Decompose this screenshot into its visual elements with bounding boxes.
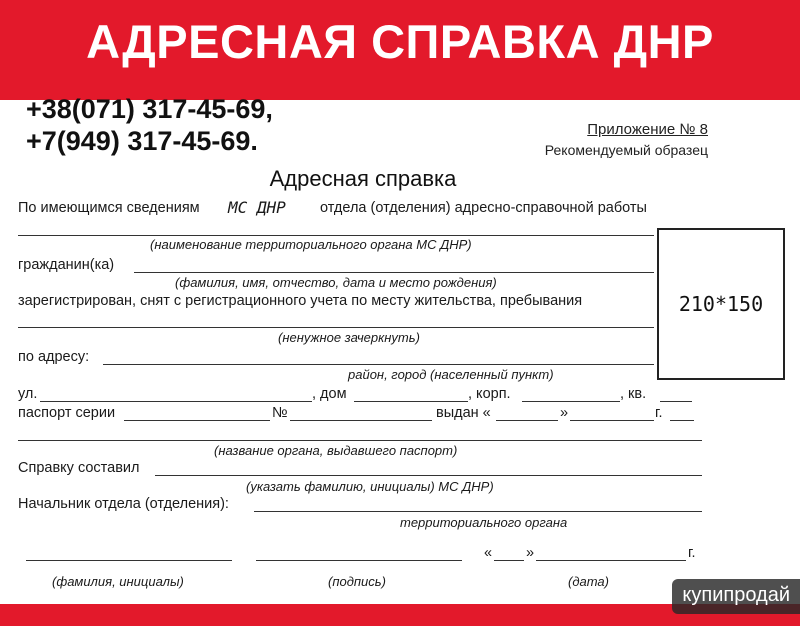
annex-number: Приложение № 8 bbox=[587, 121, 708, 138]
house-line bbox=[354, 401, 468, 402]
passport-series-label: паспорт серии bbox=[18, 405, 116, 421]
date-close-quote: » bbox=[526, 545, 535, 561]
annex-note bbox=[545, 120, 708, 160]
citizen-label: гражданин(ка) bbox=[18, 257, 115, 273]
address-label: по адресу: bbox=[18, 349, 90, 365]
header-banner bbox=[0, 0, 800, 100]
hint-compiler: (указать фамилию, инициалы) МС ДНР) bbox=[246, 479, 494, 494]
phone-number-2: +7(949) 317-45-69. bbox=[26, 126, 258, 156]
issued-year-line bbox=[670, 420, 694, 421]
registration-line bbox=[18, 327, 654, 328]
street-line bbox=[40, 401, 312, 402]
annex-sample-label: Рекомендуемый образец bbox=[544, 142, 708, 158]
house-label: , дом bbox=[312, 386, 347, 402]
phone-number-1: +38(071) 317-45-69, bbox=[26, 94, 273, 124]
hint-person: (фамилия, имя, отчество, дата и место рождения) bbox=[175, 275, 497, 290]
address-line bbox=[103, 364, 654, 365]
passport-number-line bbox=[290, 420, 432, 421]
issued-quote-close: » bbox=[560, 405, 569, 421]
intro-org: МС ДНР bbox=[228, 198, 286, 217]
hint-territorial-organ: (наименование территориального органа МС ДНР) bbox=[150, 237, 472, 252]
date-open-quote: « bbox=[484, 545, 493, 561]
issued-year-suffix: г. bbox=[655, 405, 663, 421]
street-label: ул. bbox=[18, 386, 38, 402]
building-line bbox=[522, 401, 620, 402]
date-month-line bbox=[536, 560, 686, 561]
passport-number-label: № bbox=[272, 405, 288, 421]
citizen-line bbox=[134, 272, 654, 273]
hint-strike-out: (ненужное зачеркнуть) bbox=[278, 330, 420, 345]
head-of-department-label: Начальник отдела (отделения): bbox=[18, 496, 229, 512]
issued-day-line bbox=[496, 420, 558, 421]
hint-issuer: (название органа, выдавшего паспорт) bbox=[214, 443, 458, 458]
date-year-suffix: г. bbox=[688, 545, 696, 561]
building-label: , корп. bbox=[468, 386, 511, 402]
date-day-line bbox=[494, 560, 524, 561]
photo-size-label: 210*150 bbox=[678, 292, 764, 316]
hint-date: (дата) bbox=[568, 574, 609, 589]
hint-signature-name: (фамилия, инициалы) bbox=[52, 574, 184, 589]
intro-suffix: отдела (отделения) адресно-справочной работы bbox=[320, 200, 647, 216]
issued-month-line bbox=[570, 420, 654, 421]
photo-box bbox=[657, 228, 785, 380]
passport-series-line bbox=[124, 420, 270, 421]
compiled-by-line bbox=[155, 475, 702, 476]
hint-signature: (подпись) bbox=[328, 574, 386, 589]
intro-prefix: По имеющимся сведениям bbox=[18, 200, 200, 216]
signature-name-line bbox=[26, 560, 232, 561]
compiled-by-label: Справку составил bbox=[18, 460, 140, 476]
banner-title: АДРЕСНАЯ СПРАВКА ДНР bbox=[86, 15, 714, 68]
head-of-department-line bbox=[254, 511, 702, 512]
signature-sign-line bbox=[256, 560, 462, 561]
apartment-line bbox=[660, 401, 692, 402]
issuer-line bbox=[18, 440, 702, 441]
watermark: купипродай bbox=[672, 579, 800, 614]
registration-text: зарегистрирован, снят с регистрационного учета по месту жительства, пребывания bbox=[18, 293, 583, 309]
issued-label: выдан « bbox=[436, 405, 491, 421]
apartment-label: , кв. bbox=[620, 386, 647, 402]
form-title: Адресная справка bbox=[269, 166, 457, 191]
territorial-organ-line bbox=[18, 235, 654, 236]
hint-location: район, город (населенный пункт) bbox=[348, 367, 554, 382]
hint-territorial-short: территориального органа bbox=[400, 515, 568, 530]
